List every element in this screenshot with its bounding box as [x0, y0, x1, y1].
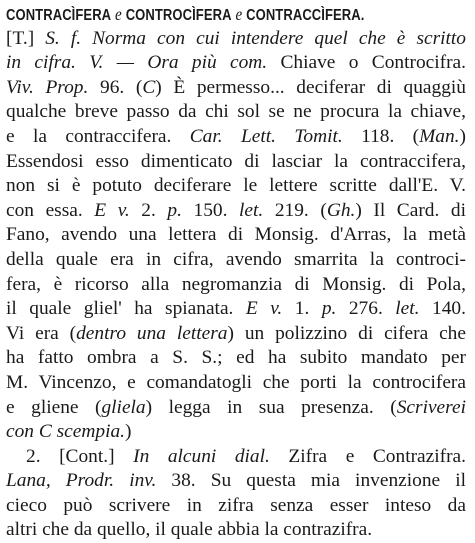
entry-text: non si è potuto deciferare le lettere scritte dall'E. V.	[6, 175, 466, 197]
entry-text: altri che da quello, il quale abbia la contrazifra.	[6, 519, 373, 541]
italic-text: gliela	[101, 396, 146, 418]
entry-text: della quale era in cifra, avendo smarrita la controci-	[6, 248, 466, 270]
entry-line	[6, 223, 466, 248]
entry-line	[6, 346, 466, 371]
entry-line	[6, 371, 466, 396]
italic-text: S. f. Norma con cui intendere quel che è scritto	[45, 27, 467, 49]
italic-text: Man.	[419, 125, 460, 147]
entry-line	[6, 125, 466, 150]
entry-text: 96. (	[88, 76, 143, 98]
entry-line	[6, 297, 466, 322]
entry-line	[6, 420, 466, 445]
entry-text: 38. Su questa mia invenzione il	[156, 470, 466, 492]
headword-conjunction: e	[231, 4, 247, 24]
entry-line	[6, 494, 466, 519]
entry-text: 150.	[181, 199, 240, 221]
entry-text: 140.	[419, 298, 466, 320]
entry-text: con essa.	[6, 199, 95, 221]
italic-text: Scriverei	[396, 396, 466, 418]
entry-line	[6, 51, 466, 76]
italic-text: E v.	[245, 298, 283, 320]
entry-text: Essendosi esso dimenticato di lasciar la contraccifera,	[6, 150, 466, 172]
entry-text: cieco può scrivere in zifra senza esser inteso da	[6, 494, 466, 516]
entry-text: 2.	[129, 199, 168, 221]
entry-text: fera, è ricorso alla negromanzia di Monsig. di Pola,	[6, 273, 466, 295]
italic-text: Lana, Prodr. inv.	[6, 470, 157, 492]
italic-text: con C scempia.	[6, 421, 126, 443]
entry-line	[6, 396, 466, 421]
entry-text: Zifra e Contrazifra.	[269, 445, 467, 467]
entry-text: e la contraccifera.	[6, 125, 190, 147]
entry-line	[6, 273, 466, 298]
italic-text: In alcuni dial.	[133, 445, 270, 467]
entry-text: ) legga in sua presenza. (	[145, 396, 397, 418]
entry-line	[6, 445, 466, 470]
italic-text: let.	[239, 199, 264, 221]
entry-text: ha fatto ombra a S. S.; ed ha subito mandato per	[6, 347, 466, 369]
entry-text: [T.]	[6, 27, 46, 49]
italic-text: Gh.	[326, 199, 356, 221]
headword: CONTROCÌFERA	[125, 7, 232, 24]
entry-line	[6, 322, 466, 347]
entry-text: 2. [Cont.]	[26, 445, 134, 467]
entry-line	[6, 518, 466, 543]
entry-line	[6, 199, 466, 224]
italic-text: C	[142, 76, 156, 98]
entry-text: Chiave o Controcifra.	[267, 52, 466, 74]
entry-text: M. Vincenzo, e comandatogli che porti la controcifera	[6, 371, 466, 393]
headword: CONTRACÌFERA	[6, 7, 112, 24]
entry-line	[6, 469, 466, 494]
entry-text: 219. (	[263, 199, 327, 221]
entry-text: il quale gliel' ha spianata.	[6, 298, 246, 320]
entry-text: ) Il Card. di	[355, 199, 466, 221]
dictionary-entry	[6, 2, 467, 541]
italic-text: p.	[321, 298, 337, 320]
entry-text: Vi era (	[6, 322, 77, 344]
italic-text: Car. Lett. Tomit.	[189, 125, 343, 147]
entry-text: 1.	[282, 298, 322, 320]
entry-text: ) È permesso... deciferar di quaggiù	[155, 76, 466, 98]
entry-text: 118. (	[342, 125, 420, 147]
headword: CONTRACCÌFERA.	[246, 7, 365, 24]
entry-text: Fano, avendo una lettera di Monsig. d'Arras, la metà	[6, 224, 466, 246]
entry-text: 276.	[336, 298, 396, 320]
italic-text: dentro una lettera	[76, 322, 228, 344]
entry-text: )	[125, 421, 132, 443]
italic-text: in cifra. V. — Ora più com.	[6, 52, 268, 74]
entry-line	[6, 100, 466, 125]
entry-line	[6, 76, 466, 101]
entry-text: qualche breve passo da chi sol se ne procura la chiave,	[6, 101, 466, 123]
entry-text: e gliene (	[6, 396, 102, 418]
italic-text: Viv. Prop.	[6, 76, 89, 98]
italic-text: p.	[167, 199, 182, 221]
entry-text: ) un polizzino di cifera che	[227, 322, 466, 344]
entry-text: )	[459, 125, 467, 147]
entry-line	[6, 150, 466, 175]
headword-line	[6, 2, 466, 27]
italic-text: let.	[395, 298, 420, 320]
entry-line	[6, 248, 466, 273]
entry-line	[6, 174, 466, 199]
headword-conjunction: e	[111, 4, 126, 24]
entry-line	[6, 27, 466, 52]
italic-text: E v.	[94, 199, 130, 221]
